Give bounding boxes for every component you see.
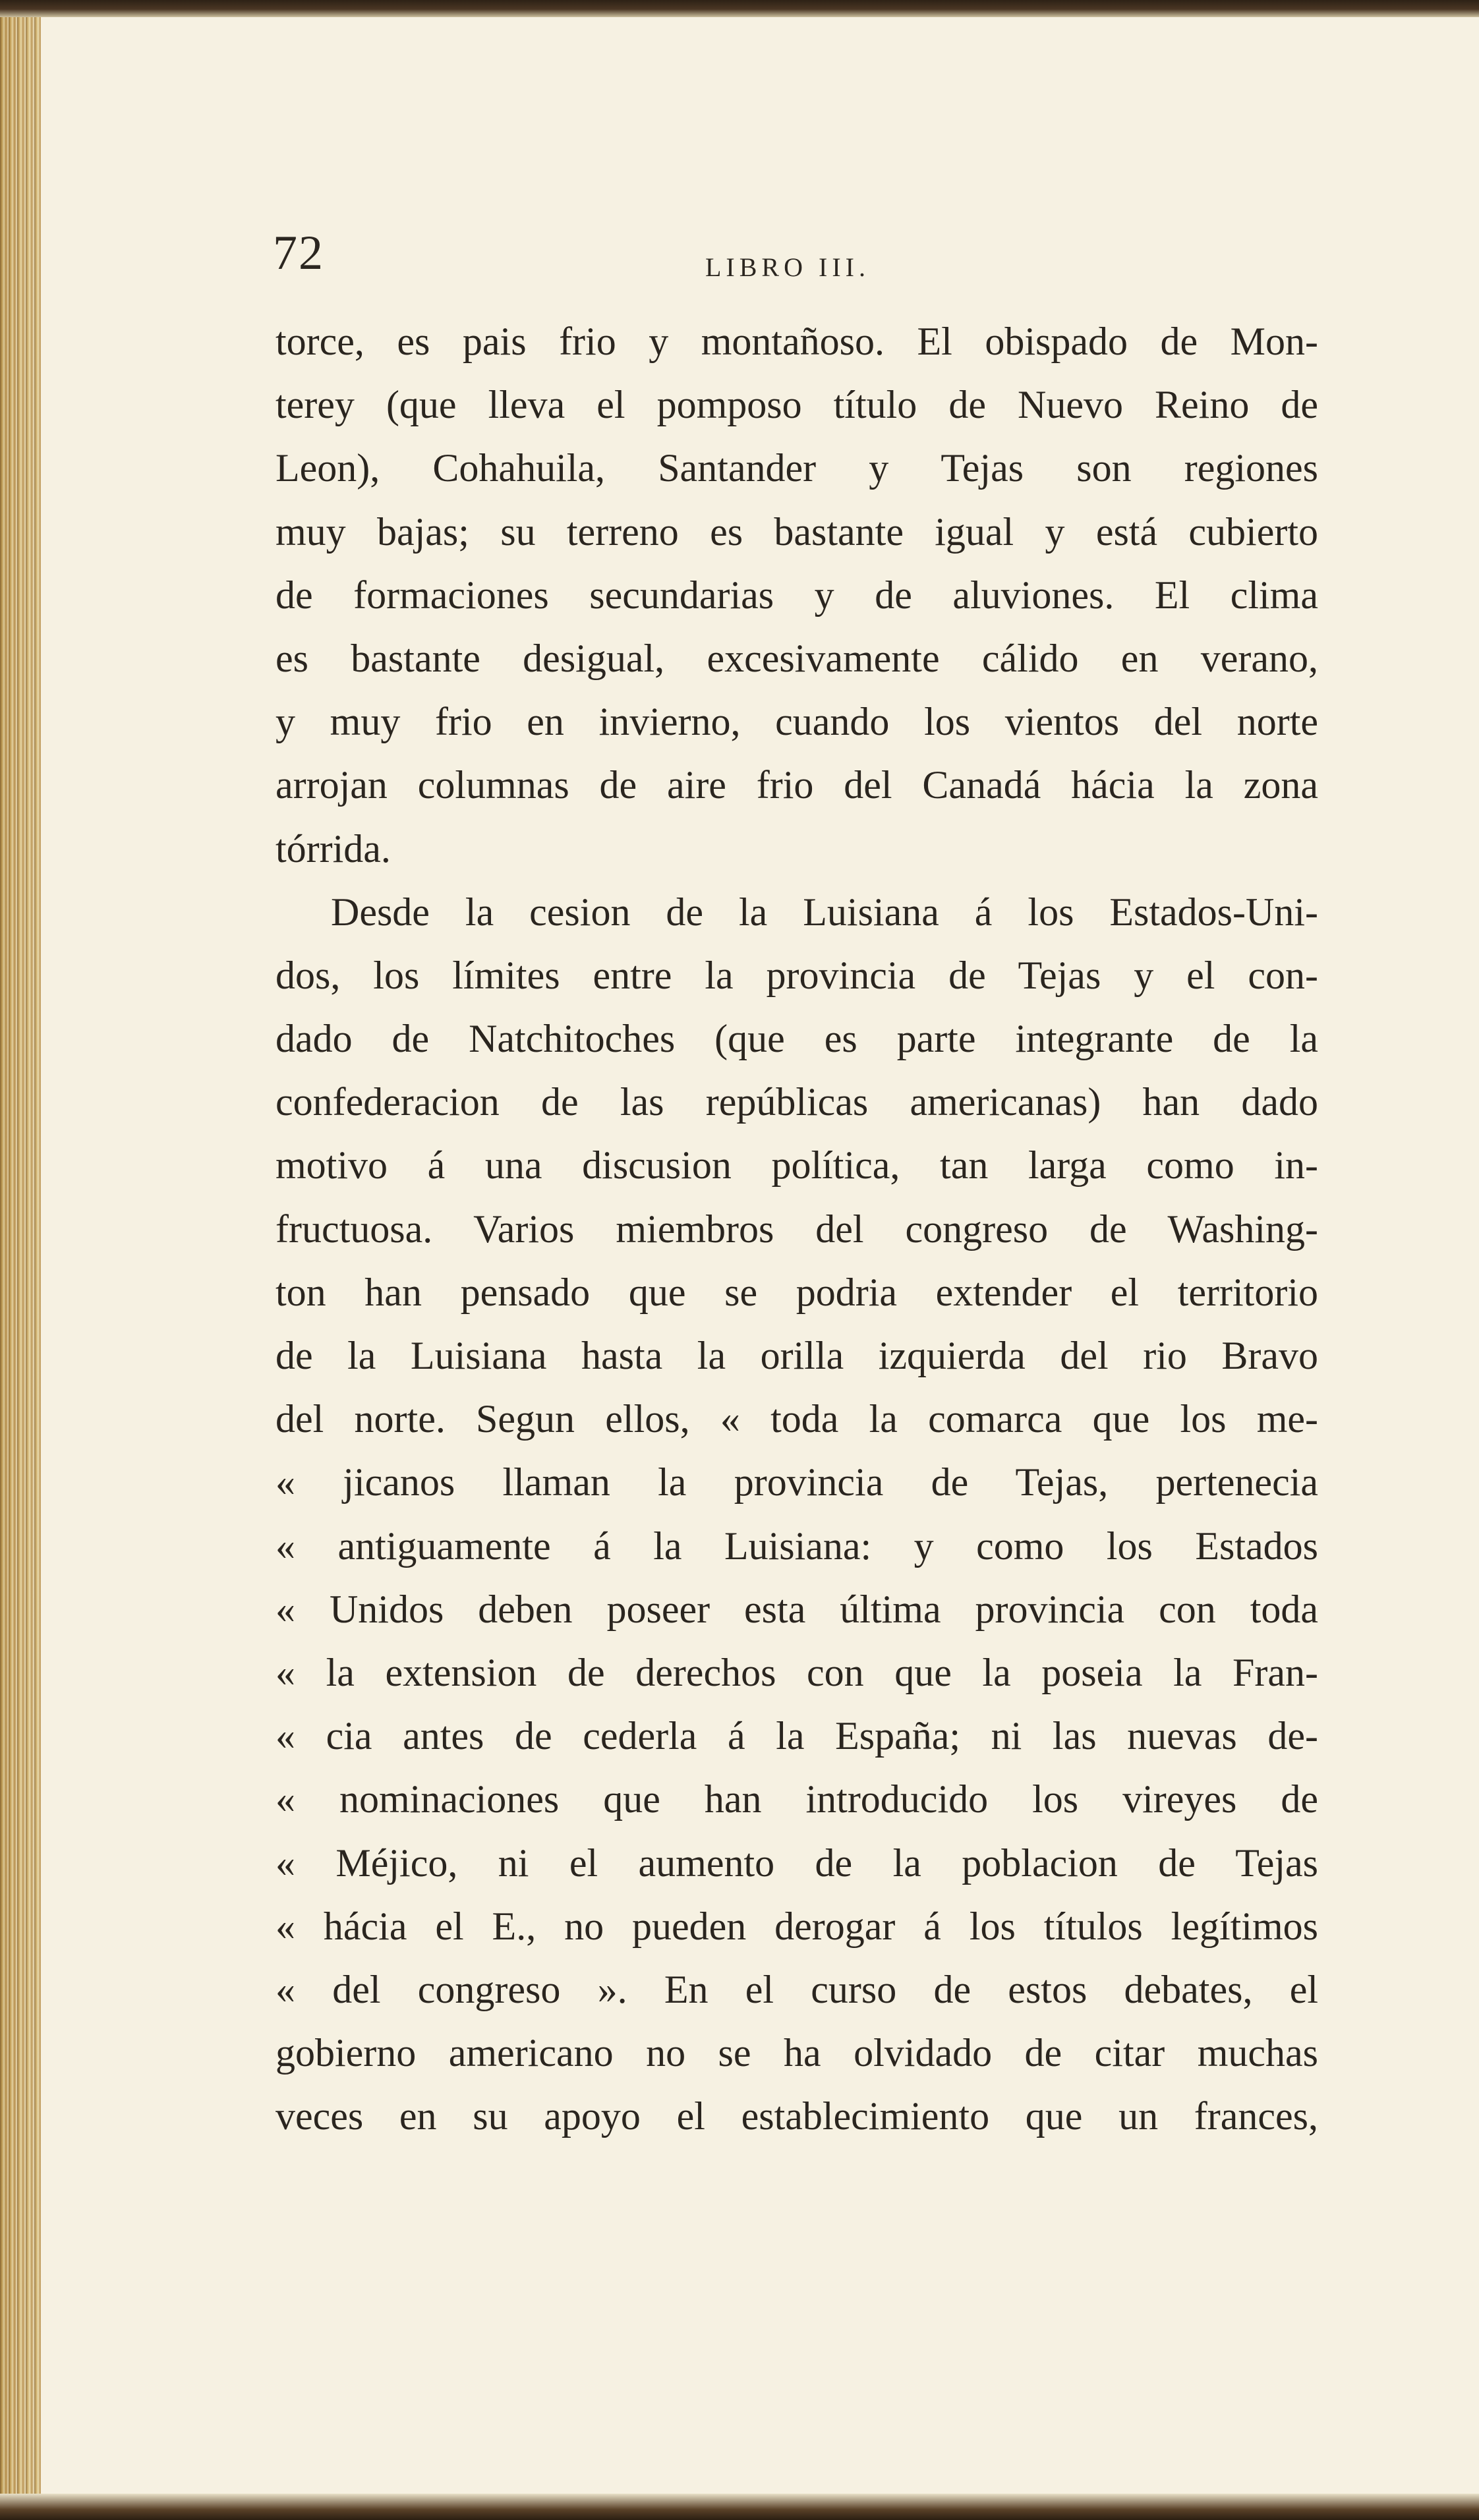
text-line: Desde la cesion de la Luisiana á los Estados-Uni-	[331, 890, 1318, 934]
text-line: Leon), Cohahuila, Santander y Tejas son regiones	[276, 446, 1318, 490]
running-head: LIBRO III.	[705, 252, 870, 282]
text-line: « cia antes de cederla á la España; ni las nuevas de-	[276, 1714, 1318, 1758]
text-line: « la extension de derechos con que la poseia la Fran-	[276, 1650, 1318, 1694]
text-line: « Méjico, ni el aumento de la poblacion de Tejas	[276, 1841, 1318, 1885]
book-gutter	[0, 0, 41, 2520]
text-line: dado de Natchitoches (que es parte integrante de la	[276, 1017, 1318, 1061]
text-line: « del congreso ». En el curso de estos debates, el	[276, 1967, 1318, 2011]
text-line: veces en su apoyo el establecimiento que un frances,	[276, 2094, 1318, 2138]
body-text	[276, 310, 1318, 2148]
text-line: « Unidos deben poseer esta última provincia con toda	[276, 1587, 1318, 1631]
text-line: muy bajas; su terreno es bastante igual y está cubierto	[276, 509, 1318, 554]
text-line: ton han pensado que se podria extender el territorio	[276, 1270, 1318, 1314]
bottom-page-edge	[0, 2494, 1479, 2520]
top-page-edge	[0, 0, 1479, 17]
text-line: del norte. Segun ellos, « toda la comarca que los me-	[276, 1397, 1318, 1441]
text-line: dos, los límites entre la provincia de Tejas y el con-	[276, 953, 1318, 997]
text-line: de formaciones secundarias y de aluviones. El clima	[276, 573, 1318, 617]
text-line: confederacion de las repúblicas americanas) han dado	[276, 1080, 1318, 1124]
text-line: tórrida.	[276, 826, 391, 871]
text-line: « nominaciones que han introducido los vireyes de	[276, 1777, 1318, 1821]
text-line: « jicanos llaman la provincia de Tejas, pertenecia	[276, 1460, 1318, 1504]
text-line: terey (que lleva el pomposo título de Nuevo Reino de	[276, 383, 1318, 427]
text-line: y muy frio en invierno, cuando los vientos del norte	[276, 700, 1318, 744]
text-line: « antiguamente á la Luisiana: y como los Estados	[276, 1524, 1318, 1568]
text-line: motivo á una discusion política, tan larga como in-	[276, 1143, 1318, 1188]
text-line: torce, es pais frio y montañoso. El obispado de Mon-	[276, 320, 1318, 363]
text-line: gobierno americano no se ha olvidado de citar muchas	[276, 2031, 1318, 2075]
text-line: es bastante desigual, excesivamente cálido en verano,	[276, 636, 1318, 680]
text-line: « hácia el E., no pueden derogar á los títulos legítimos	[276, 1904, 1318, 1948]
text-line: de la Luisiana hasta la orilla izquierda del rio Bravo	[276, 1334, 1318, 1377]
page-number: 72	[273, 226, 324, 280]
text-line: fructuosa. Varios miembros del congreso de Washing-	[276, 1207, 1318, 1251]
text-line: arrojan columnas de aire frio del Canadá hácia la zona	[276, 763, 1318, 807]
